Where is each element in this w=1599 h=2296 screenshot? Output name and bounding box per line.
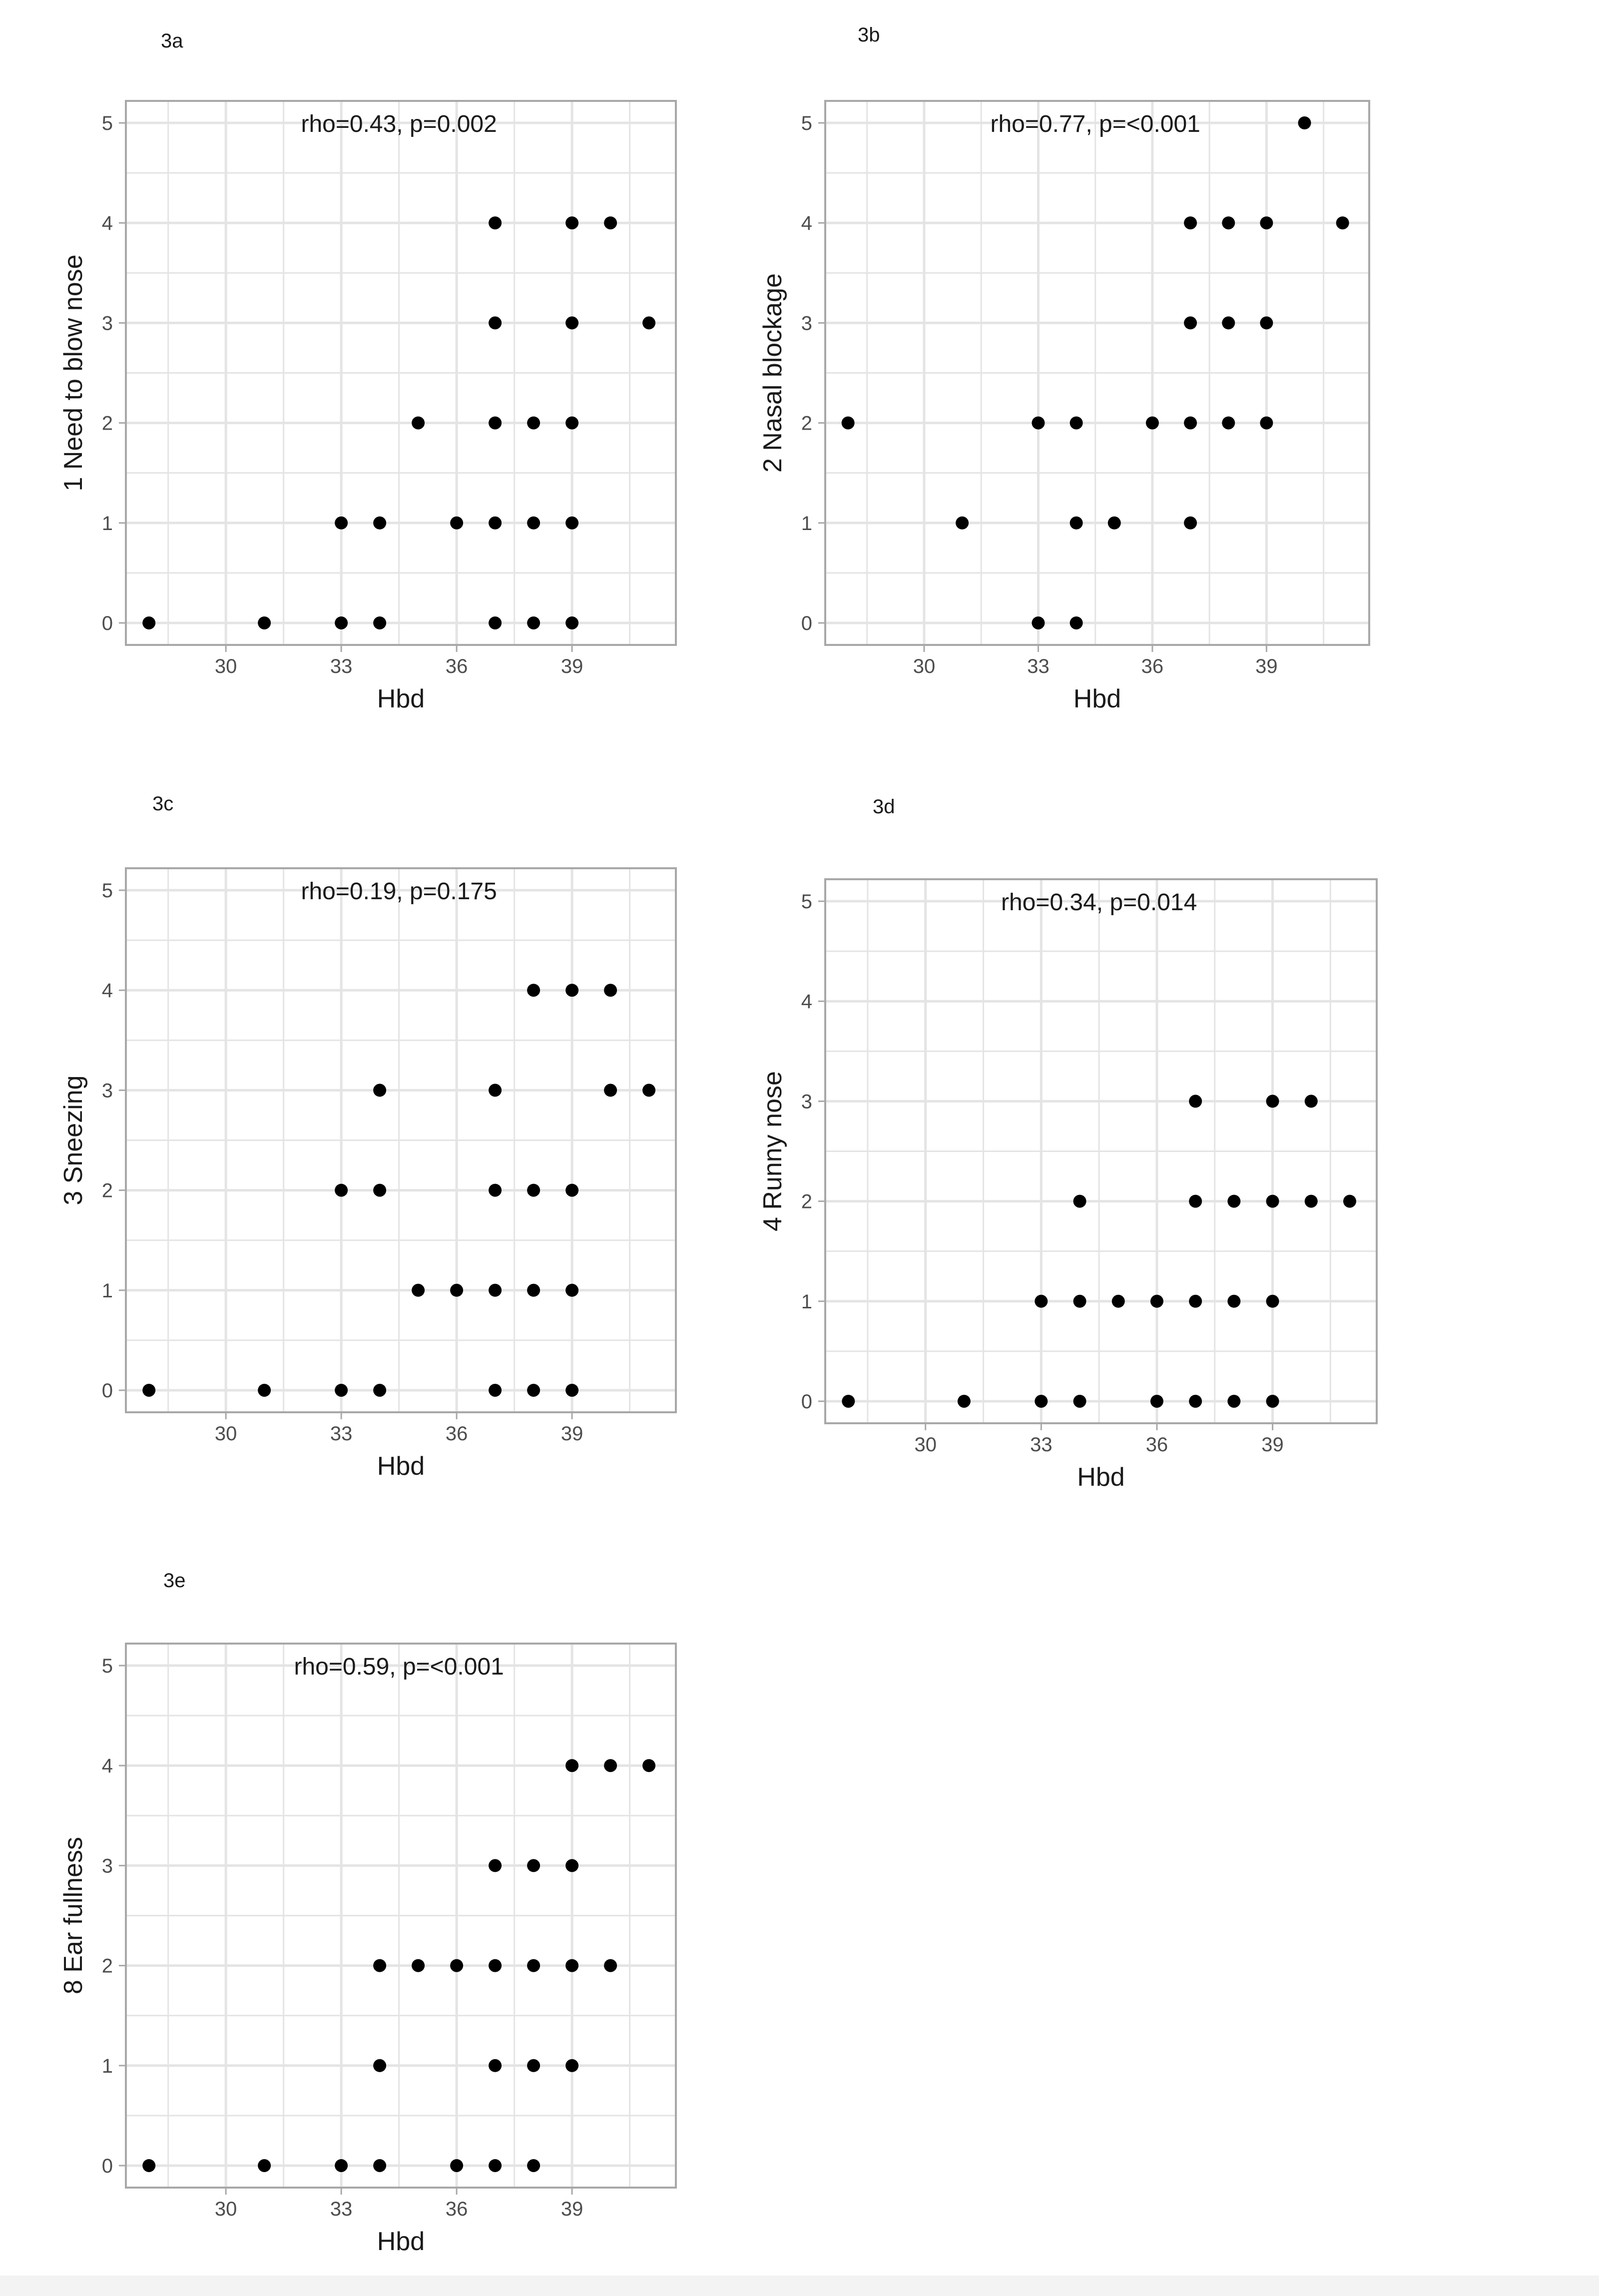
data-point [373,2059,386,2072]
correlation-annotation: rho=0.19, p=0.175 [301,878,497,905]
data-point [1073,1195,1086,1208]
panel-3d [758,796,1377,1492]
data-point [489,616,502,629]
correlation-annotation: rho=0.43, p=0.002 [301,111,497,138]
data-point [1260,417,1273,430]
y-tick-label: 1 [801,512,812,535]
data-point [1189,1395,1202,1408]
data-point [1343,1195,1356,1208]
data-point [142,616,155,629]
data-point [373,2159,386,2172]
data-point [489,2159,502,2172]
data-point [565,417,578,430]
data-point [1150,1295,1163,1308]
y-tick-label: 2 [101,1955,113,1977]
data-point [604,984,617,997]
y-tick-label: 1 [801,1290,812,1313]
data-point [258,2159,271,2172]
data-point [489,1384,502,1397]
data-point [1227,1395,1240,1408]
data-point [1150,1395,1163,1408]
data-point [565,517,578,530]
panel-label: 3b [858,24,880,46]
panel-label: 3a [161,30,183,52]
x-axis-title: Hbd [377,1452,425,1481]
data-point [958,1395,971,1408]
x-tick-label: 30 [214,655,237,677]
data-point [565,1759,578,1772]
y-tick-label: 0 [101,612,113,634]
y-tick-label: 4 [101,980,113,1002]
y-tick-label: 2 [101,1179,113,1202]
data-point [450,517,463,530]
data-point [335,616,348,629]
data-point [1260,316,1273,329]
y-tick-label: 1 [101,512,113,535]
x-tick-label: 33 [330,655,353,677]
y-axis-title: 8 Ear fullness [59,1836,88,1995]
data-point [527,2059,540,2072]
x-tick-label: 30 [914,1434,937,1456]
y-tick-label: 3 [801,312,812,335]
x-axis-title: Hbd [1077,1463,1125,1492]
x-tick-label: 30 [214,2198,237,2220]
data-point [565,1184,578,1197]
x-tick-label: 36 [445,655,468,677]
data-point [642,1759,655,1772]
data-point [1070,417,1083,430]
data-point [1222,417,1235,430]
data-point [373,616,386,629]
y-tick-label: 5 [801,112,812,135]
data-point [1035,1395,1048,1408]
data-point [489,1959,502,1972]
data-point [335,1384,348,1397]
data-point [1070,616,1083,629]
data-point [527,417,540,430]
y-tick-label: 3 [801,1091,812,1113]
x-tick-label: 39 [1255,655,1278,677]
data-point [1070,517,1083,530]
data-point [489,1084,502,1097]
bottom-band [0,2276,1599,2296]
data-point [450,2159,463,2172]
y-tick-label: 4 [101,212,113,235]
data-point [489,1184,502,1197]
x-axis-title: Hbd [377,2227,425,2256]
y-tick-label: 5 [101,1655,113,1678]
y-tick-label: 5 [801,891,812,913]
data-point [1108,517,1121,530]
data-point [335,517,348,530]
y-tick-label: 2 [101,412,113,435]
data-point [1305,1195,1318,1208]
y-axis-title: 4 Runny nose [758,1071,787,1231]
correlation-annotation: rho=0.59, p=<0.001 [294,1654,504,1681]
data-point [565,984,578,997]
data-point [1266,1195,1279,1208]
data-point [1222,216,1235,229]
data-point [565,1384,578,1397]
data-point [565,216,578,229]
x-tick-label: 39 [560,1423,583,1445]
panel-3a [59,30,676,713]
data-point [642,316,655,329]
x-tick-label: 36 [1141,655,1164,677]
data-point [1266,1295,1279,1308]
data-point [1073,1295,1086,1308]
data-point [489,1859,502,1872]
data-point [1222,316,1235,329]
data-point [1336,216,1349,229]
data-point [1189,1195,1202,1208]
y-axis-title: 3 Sneezing [59,1075,88,1205]
data-point [450,1284,463,1297]
y-tick-label: 4 [101,1755,113,1777]
data-point [258,1384,271,1397]
y-tick-label: 5 [101,880,113,902]
data-point [489,2059,502,2072]
data-point [565,616,578,629]
y-axis-title: 2 Nasal blockage [758,273,787,473]
data-point [604,1084,617,1097]
data-point [842,1395,855,1408]
data-point [1032,417,1045,430]
data-point [565,1859,578,1872]
x-tick-label: 33 [1027,655,1050,677]
panel-3b [758,24,1369,713]
y-tick-label: 5 [101,112,113,135]
data-point [604,1759,617,1772]
data-point [642,1084,655,1097]
data-point [1260,216,1273,229]
correlation-annotation: rho=0.77, p=<0.001 [990,111,1200,138]
data-point [412,417,425,430]
data-point [1112,1295,1125,1308]
y-tick-label: 2 [801,1190,812,1213]
y-tick-label: 2 [801,412,812,435]
data-point [373,1084,386,1097]
data-point [527,1184,540,1197]
x-tick-label: 33 [1030,1434,1053,1456]
y-axis-title: 1 Need to blow nose [59,254,88,492]
data-point [1298,116,1311,129]
data-point [527,517,540,530]
y-tick-label: 0 [101,1379,113,1402]
data-point [489,316,502,329]
y-tick-label: 1 [101,2055,113,2077]
data-point [489,517,502,530]
data-point [1184,216,1197,229]
data-point [373,1959,386,1972]
y-tick-label: 3 [101,1080,113,1102]
data-point [565,1959,578,1972]
data-point [412,1959,425,1972]
x-axis-title: Hbd [377,684,425,713]
panel-label: 3e [163,1570,186,1592]
x-tick-label: 39 [560,2198,583,2220]
y-tick-label: 0 [101,2155,113,2177]
panel-3c [59,793,676,1481]
data-point [142,1384,155,1397]
data-point [1184,316,1197,329]
data-point [565,316,578,329]
x-tick-label: 33 [330,2198,353,2220]
data-point [527,1384,540,1397]
data-point [489,216,502,229]
data-point [335,2159,348,2172]
data-point [489,417,502,430]
data-point [565,1284,578,1297]
data-point [258,616,271,629]
x-tick-label: 36 [1145,1434,1168,1456]
x-tick-label: 39 [1261,1434,1284,1456]
data-point [842,417,855,430]
x-tick-label: 30 [214,1423,237,1445]
data-point [1146,417,1159,430]
y-tick-label: 0 [801,1390,812,1413]
data-point [1189,1295,1202,1308]
data-point [373,517,386,530]
data-point [1266,1095,1279,1108]
y-tick-label: 4 [801,212,812,235]
data-point [1184,417,1197,430]
data-point [412,1284,425,1297]
data-point [142,2159,155,2172]
panel-label: 3d [873,796,895,818]
data-point [1305,1095,1318,1108]
data-point [1035,1295,1048,1308]
data-point [604,1959,617,1972]
data-point [489,1284,502,1297]
data-point [527,1859,540,1872]
data-point [373,1384,386,1397]
data-point [527,984,540,997]
data-point [1184,517,1197,530]
correlation-annotation: rho=0.34, p=0.014 [1001,889,1197,916]
x-tick-label: 36 [445,1423,468,1445]
data-point [604,216,617,229]
data-point [527,1959,540,1972]
data-point [1266,1395,1279,1408]
y-tick-label: 1 [101,1279,113,1302]
data-point [1032,616,1045,629]
y-tick-label: 0 [801,612,812,634]
x-tick-label: 36 [445,2198,468,2220]
data-point [1227,1295,1240,1308]
x-tick-label: 33 [330,1423,353,1445]
x-tick-label: 30 [913,655,936,677]
data-point [1189,1095,1202,1108]
x-tick-label: 39 [560,655,583,677]
data-point [450,1959,463,1972]
data-point [956,517,969,530]
panel-3e [59,1570,676,2256]
data-point [527,616,540,629]
data-point [335,1184,348,1197]
y-tick-label: 3 [101,312,113,335]
data-point [527,2159,540,2172]
y-tick-label: 4 [801,991,812,1013]
data-point [527,1284,540,1297]
data-point [565,2059,578,2072]
y-tick-label: 3 [101,1855,113,1877]
x-axis-title: Hbd [1073,684,1121,713]
panel-label: 3c [152,793,174,815]
data-point [373,1184,386,1197]
data-point [1227,1195,1240,1208]
data-point [1073,1395,1086,1408]
